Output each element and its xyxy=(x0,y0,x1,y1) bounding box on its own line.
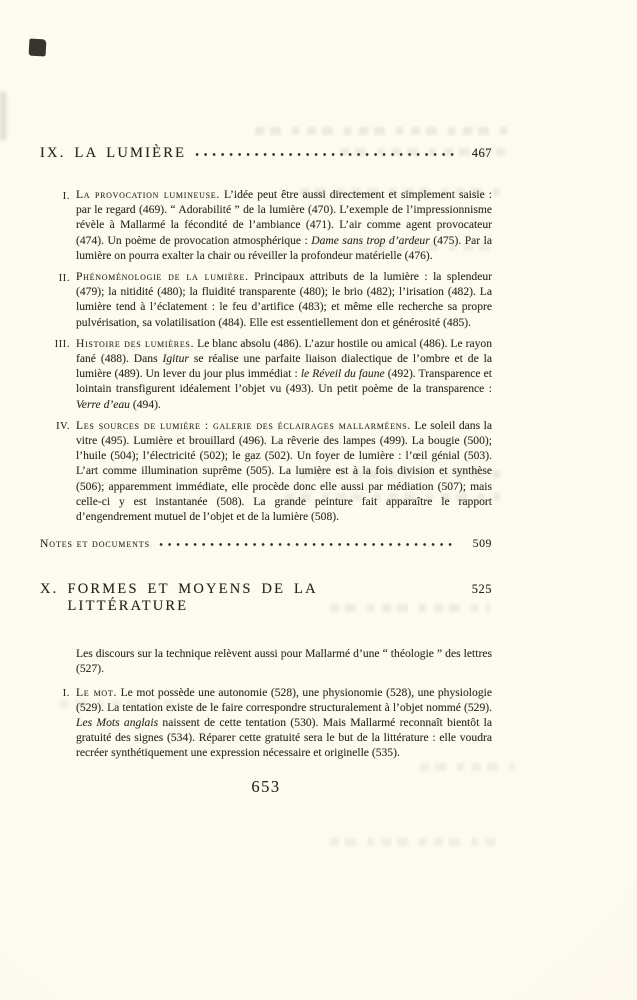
text-segment: L’idée peut être aussi directement et simplement saisie : par le regard (469). “ Adorabilité ” de la lumière (470). L’exemple de l’impressionnisme révèle à Mallarmé la fécondité de l’ambiance (471). L’air comme agent provocateur (474). Un poème de provocation atmosphérique : xyxy=(76,188,492,247)
section-text xyxy=(76,269,492,330)
bleedthrough-artifact xyxy=(330,604,490,612)
page-edge-shadow xyxy=(0,92,6,140)
section-numeral: I. xyxy=(62,190,70,202)
text-segment: se réalise une parfaite liaison dialectique de l’ombre et de la lumière (489). Un lever du jour plus immédiat : xyxy=(76,352,492,381)
text-segment: Dame sans trop d’ardeur xyxy=(311,233,430,247)
notes-line xyxy=(40,536,492,551)
toc-section-entry xyxy=(40,269,492,330)
chapter-page-number: 525 xyxy=(471,582,492,597)
section-text xyxy=(76,418,492,524)
section-text xyxy=(76,685,492,761)
text-segment: Histoire des lumières. xyxy=(76,336,195,350)
dot-leader xyxy=(159,542,455,547)
text-segment: Verre d’eau xyxy=(76,397,130,411)
toc-section-entry xyxy=(40,418,492,524)
bleedthrough-artifact xyxy=(340,148,505,156)
table-of-contents xyxy=(40,0,492,797)
bleedthrough-artifact xyxy=(420,763,515,771)
section-numeral: III. xyxy=(54,339,70,351)
toc-section-entry xyxy=(40,336,492,412)
bleedthrough-artifact xyxy=(330,838,500,846)
text-segment: Le mot. xyxy=(76,685,118,699)
intro-text xyxy=(76,646,492,676)
chapter-numeral: IX. xyxy=(40,145,66,161)
chapter-sections xyxy=(40,187,492,524)
chapter-title: LA LUMIÈRE xyxy=(74,145,187,161)
chapter-numeral: X. xyxy=(40,581,59,598)
chapter-title: FORMES ET MOYENS DE LA LITTÉRATURE xyxy=(67,581,317,615)
text-segment: Principaux attributs de la lumière : la splendeur (479); la nitidité (480); la fluidité transparente (480); le brio (482); l’irisation (482). La lumière tend à l’éclatement : le feu d’artifice (483); et même elle recherche sa propre pulvérisation, sa volatilisation (484). Elle est essentiellement don et générosité (485). xyxy=(76,270,492,329)
text-segment: (492). Transparence et lointain transfigurent idéalement l’objet vu (493). Un petit poème de la transparence : xyxy=(76,367,492,396)
text-segment: Les discours sur la technique relèvent aussi pour Mallarmé d’une “ théologie ” des lettres (527). xyxy=(76,647,492,676)
section-numeral: I. xyxy=(62,688,70,700)
text-segment: Phénoménologie de la lumière. xyxy=(76,270,249,284)
section-text xyxy=(76,187,492,263)
section-numeral: II. xyxy=(58,272,70,284)
chapter-intro xyxy=(40,646,492,676)
text-segment: Les sources de lumière : galerie des éclairages mallarméens. xyxy=(76,418,411,432)
text-segment: (475). Par la lumière on pourra exalter la chair ou réveiller la profondeur matérielle (476). xyxy=(76,233,493,262)
toc-section-entry xyxy=(40,685,492,761)
text-segment: Igitur xyxy=(162,352,189,366)
text-segment: Les Mots anglais xyxy=(76,716,159,730)
toc-section-entry xyxy=(40,187,492,263)
chapter-sections xyxy=(40,685,492,761)
text-segment: naissent de cette tentation (530). Mais Mallarmé reconnaît bientôt la gratuité des signes (534). Réparer cette gratuité sera le but de la littérature : elle voudra recréer synthétiquement une expression nécessaire et originelle (535). xyxy=(76,716,492,760)
notes-page-number: 509 xyxy=(472,536,492,551)
section-numeral: IV. xyxy=(56,421,70,433)
section-text xyxy=(76,336,492,412)
notes-label: Notes et documents xyxy=(40,537,150,551)
chapter-ix xyxy=(40,145,492,551)
text-segment: le Réveil du faune xyxy=(300,367,385,381)
text-segment: La provocation lumineuse. xyxy=(76,188,220,201)
bleedthrough-artifact xyxy=(255,127,510,135)
text-segment: Le blanc absolu (486). L’azur hostile ou amical (486). Le rayon fané (488). Dans xyxy=(76,336,492,366)
chapter-page-number: 467 xyxy=(471,146,492,160)
page-number: 653 xyxy=(251,776,281,796)
text-segment: (494). xyxy=(129,397,161,411)
text-segment: Le soleil dans la vitre (495). Lumière et brouillard (496). La rêverie des lampes (499). La bougie (500); l’huile (504); l’électricité (502); le gaz (502). Un foyer de lumière : l’œil génial (503). L’art comme illumination suprême (505). La lumière est à la fois division et synthèse (506); apparemment immédiate, elle procède donc elle aussi par médiation (507); mais celle-ci y est instantanée (508). La grande peinture fait apparaître le rapport d’engendrement mutuel de l’objet et de la lumière (508). xyxy=(76,418,492,524)
text-segment: Le mot possède une autonomie (528), une physionomie (528), une physiologie (529). La tentation existe de le faire correspondre structuralement à l’objet nommé (529). xyxy=(76,685,492,714)
ink-smudge-artifact xyxy=(29,39,47,57)
